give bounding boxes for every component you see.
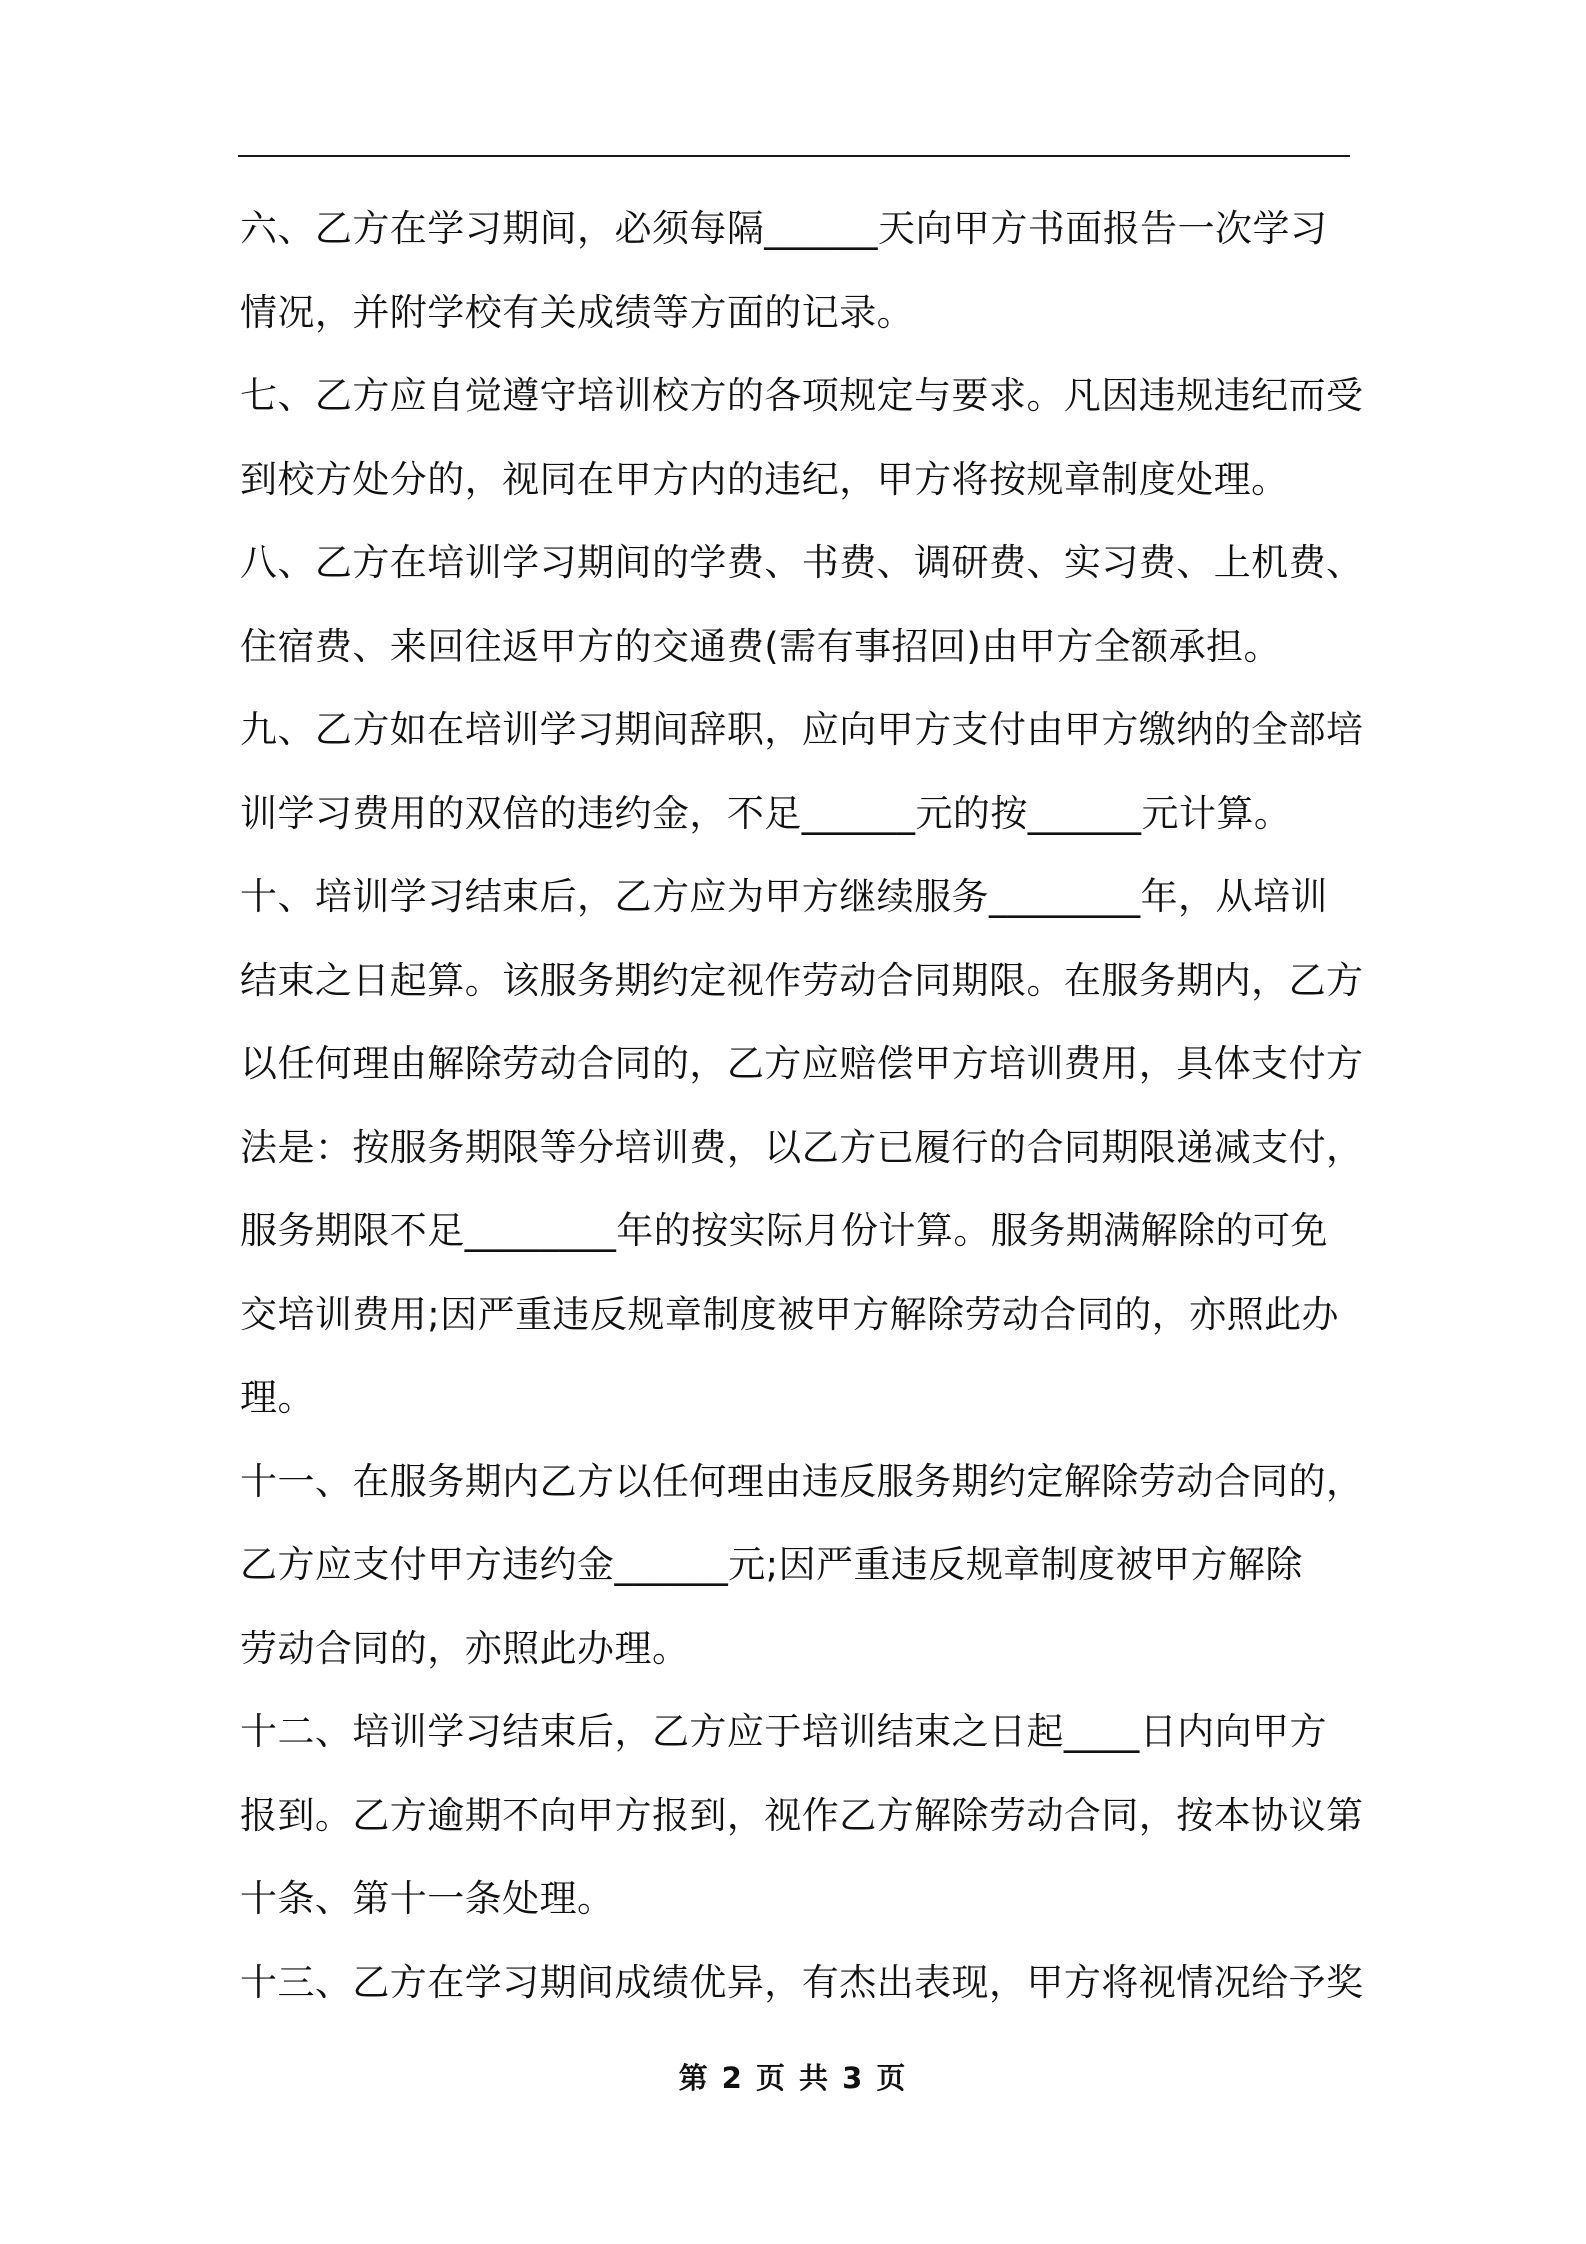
header-rule: [238, 155, 1350, 157]
text-line: 以任何理由解除劳动合同的，乙方应赔偿甲方培训费用，具体支付方: [240, 1042, 1364, 1085]
text-line: 结束之日起算。该服务期约定视作劳动合同期限。在服务期内，乙方: [240, 958, 1364, 1002]
text-line: 十三、乙方在学习期间成绩优异，有杰出表现，甲方将视情况给予奖: [240, 1960, 1364, 2004]
text-line: 到校方处分的，视同在甲方内的违纪，甲方将按规章制度处理。: [240, 457, 1289, 501]
text-line: 理。: [240, 1376, 315, 1419]
text-line: 十、培训学习结束后，乙方应为甲方继续服务________年，从培训: [240, 875, 1328, 918]
text-line: 八、乙方在培训学习期间的学费、书费、调研费、实习费、上机费、: [240, 541, 1364, 584]
text-line: 训学习费用的双倍的违约金，不足______元的按______元计算。: [240, 791, 1292, 835]
text-line: 六、乙方在学习期间，必须每隔______天向甲方书面报告一次学习: [240, 207, 1328, 250]
text-line: 十二、培训学习结束后，乙方应于培训结束之日起____日内向甲方: [240, 1710, 1327, 1753]
text-line: 劳动合同的，亦照此办理。: [240, 1626, 690, 1670]
text-line: 乙方应支付甲方违约金______元;因严重违反规章制度被甲方解除: [240, 1543, 1303, 1586]
document-body: [240, 198, 1364, 2035]
text-line: 法是：按服务期限等分培训费，以乙方已履行的合同期限递减支付，: [240, 1125, 1364, 1169]
text-line: 十条、第十一条处理。: [240, 1877, 615, 1920]
text-line: 七、乙方应自觉遵守培训校方的各项规定与要求。凡因违规违纪而受: [240, 374, 1364, 417]
text-line: 报到。乙方逾期不向甲方报到，视作乙方解除劳动合同，按本协议第: [240, 1793, 1364, 1837]
text-line: 十一、在服务期内乙方以任何理由违反服务期约定解除劳动合同的，: [240, 1459, 1364, 1503]
text-line: 九、乙方如在培训学习期间辞职，应向甲方支付由甲方缴纳的全部培: [240, 708, 1364, 751]
text-line: 住宿费、来回往返甲方的交通费(需有事招回)由甲方全额承担。: [240, 624, 1281, 668]
text-line: 情况，并附学校有关成绩等方面的记录。: [240, 290, 915, 334]
page-number: 第 2 页 共 3 页: [678, 2061, 908, 2095]
text-line: 交培训费用;因严重违反规章制度被甲方解除劳动合同的，亦照此办: [240, 1292, 1339, 1336]
text-line: 服务期限不足________年的按实际月份计算。服务期满解除的可免: [240, 1209, 1328, 1252]
